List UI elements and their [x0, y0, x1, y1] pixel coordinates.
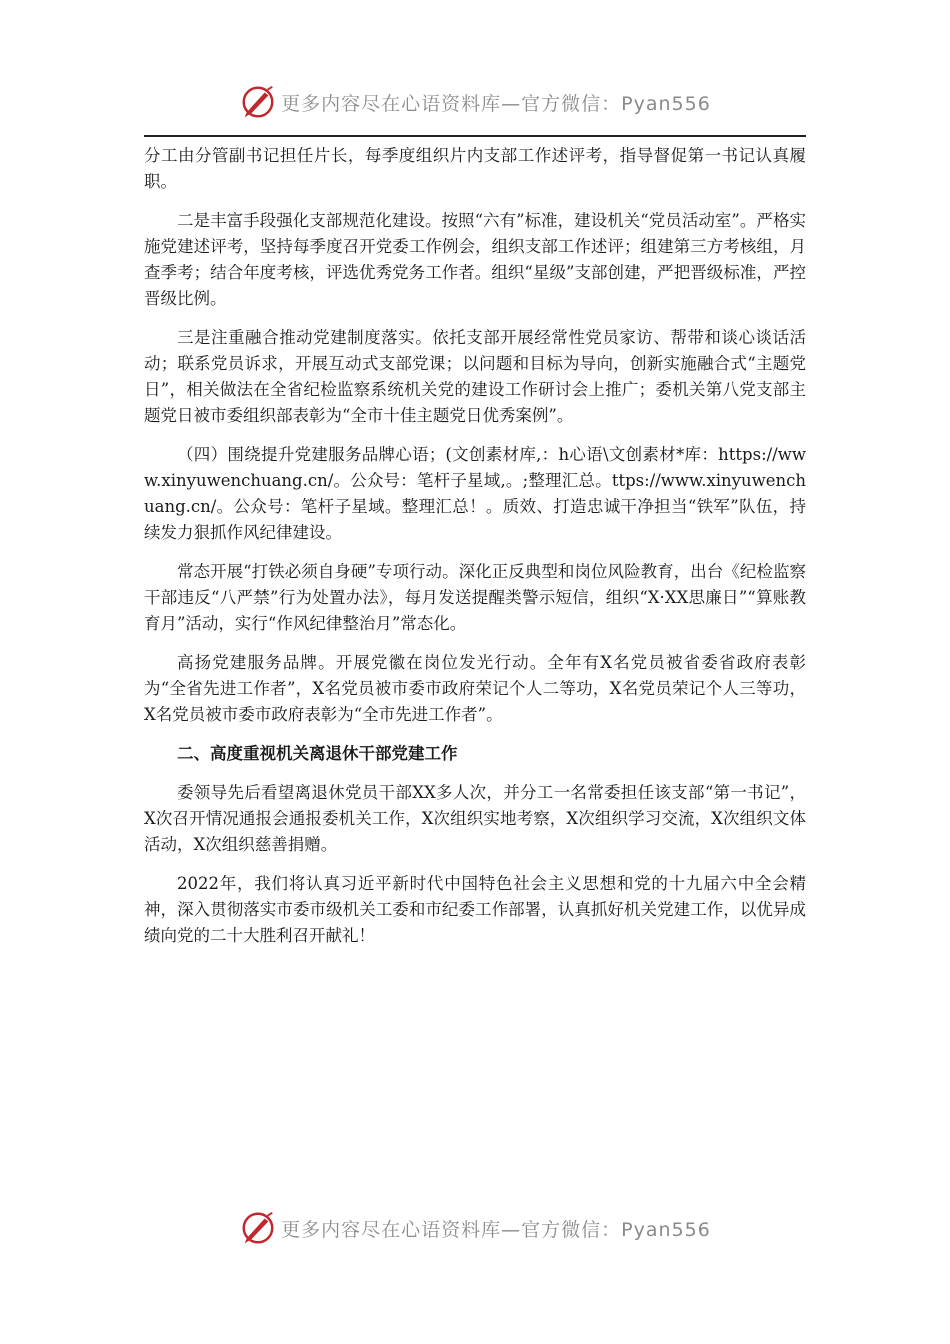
pen-logo-icon: [239, 83, 277, 121]
paragraph: 三是注重融合推动党建制度落实。依托支部开展经常性党员家访、帮带和谈心谈话活动；联系党员诉求，开展互动式支部党课；以问题和目标为导向，创新实施融合式“主题党日”，相关做法在全省纪检监察系统机关党的建设工作研讨会上推广；委机关第八党支部主题党日被市委组织部表彰为“全市十佳主题党日优秀案例”。: [144, 328, 806, 425]
paragraph: 二是丰富手段强化支部规范化建设。按照“六有”标准，建设机关“党员活动室”。严格实施党建述评考，坚持每季度召开党委工作例会，组织支部工作述评；组建第三方考核组，月查季考；结合年度考核，评选优秀党务工作者。组织“星级”支部创建，严把晋级标准，严控晋级比例。: [144, 211, 806, 308]
section-heading: 二、高度重视机关离退休干部党建工作: [177, 744, 458, 763]
paragraph: 委领导先后看望离退休党员干部XX多人次，并分工一名常委担任该支部“第一书记”，X次召开情况通报会通报委机关工作，X次组织实地考察，X次组织学习交流，X次组织文体活动，X次组织慈善捐赠。: [144, 783, 806, 854]
paragraph: 分工由分管副书记担任片长，每季度组织片内支部工作述评考，指导督促第一书记认真履职。: [144, 146, 806, 191]
paragraph: 高扬党建服务品牌。开展党徽在岗位发光行动。全年有X名党员被省委省政府表彰为“全省先进工作者”，X名党员被市委市政府荣记个人二等功，X名党员荣记个人三等功，X名党员被市委市政府表彰为“全市先进工作者”。: [144, 653, 806, 724]
paragraph: 常态开展“打铁必须自身硬”专项行动。深化正反典型和岗位风险教育，出台《纪检监察干部违反“八严禁”行为处置办法》，每月发送提醒类警示短信，组织“X·XX思廉日”“算账教育月”活动，实行“作风纪律整治月”常态化。: [144, 562, 806, 633]
pen-logo-icon: [239, 1209, 277, 1247]
footer-banner: [0, 1206, 950, 1250]
paragraph: 2022年，我们将认真习近平新时代中国特色社会主义思想和党的十九届六中全会精神，深入贯彻落实市委市级机关工委和市纪委工作部署，认真抓好机关党建工作，以优异成绩向党的二十大胜利召开献礼！: [144, 874, 806, 945]
footer-wechat-id: Pyan556: [621, 1218, 711, 1241]
paragraph: （四）围绕提升党建服务品牌心语；(文创素材库,：h心语\文创素材*库：https://www.xinyuwenchuang.cn/。公众号：笔杆子星域,。;整理汇总。ttps://www.xinyuwenchuang.cn/。公众号：笔杆子星域。整理汇总！。质效、打造忠诚干净担当“铁军”队伍，持续发力狠抓作风纪律建设。: [144, 445, 806, 542]
document-body: [144, 143, 806, 962]
footer-banner-text: 更多内容尽在心语资料库—官方微信：Pyan556: [281, 1218, 711, 1241]
header-banner-text: 更多内容尽在心语资料库—官方微信：Pyan556: [281, 92, 711, 115]
header-wechat-id: Pyan556: [621, 92, 711, 115]
header-banner: [0, 80, 950, 124]
header-rule: [144, 135, 806, 137]
